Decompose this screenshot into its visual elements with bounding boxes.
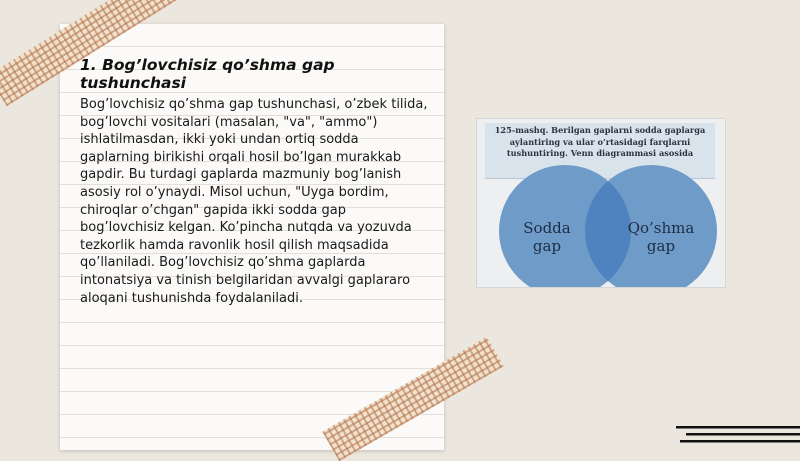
venn-left-label-2: gap	[532, 237, 562, 255]
venn-diagram-figure	[476, 118, 726, 288]
venn-right-label-2: gap	[646, 237, 676, 255]
venn-right-label-1: Qo’shma	[627, 219, 695, 237]
venn-diagram	[477, 119, 725, 287]
section-body-text: Bog’lovchisiz qo’shma gap tushunchasi, o’zbek tilida, bog’lovchi vositalari (masalan, "va", "ammo") ishlatilmasdan, ikki yoki undan ortiq sodda gaplarning birikishi orqali hosil bo’lgan murakkab gapdir. Bu turdagi gaplarda mazmuniy bog’lanish asosiy rol o’ynaydi. Misol uchun, "Uyga bordim, chiroqlar o’chgan" gapida ikki sodda gap bog’lovchisiz kelgan. Ko’pincha nutqda va yozuvda tezkorlik hamda ravonlik hosil qilish maqsadida qo’llaniladi. Bog’lovchisiz qo’shma gaplarda intonatsiya va tinish belgilaridan avvalgi gaplararo aloqani tushunishda foydalaniladi.	[80, 97, 428, 306]
decorative-lines	[676, 424, 800, 446]
venn-left-label-1: Sodda	[523, 219, 571, 237]
figure-caption: 125-mashq. Berilgan gaplarni sodda gaplarga aylantiring va ular o’rtasidagi farqlarni tushuntiring. Venn diagrammasi asosida	[485, 123, 715, 179]
section-heading: 1. Bog’lovchisiz qo’shma gap tushunchasi	[80, 56, 335, 92]
